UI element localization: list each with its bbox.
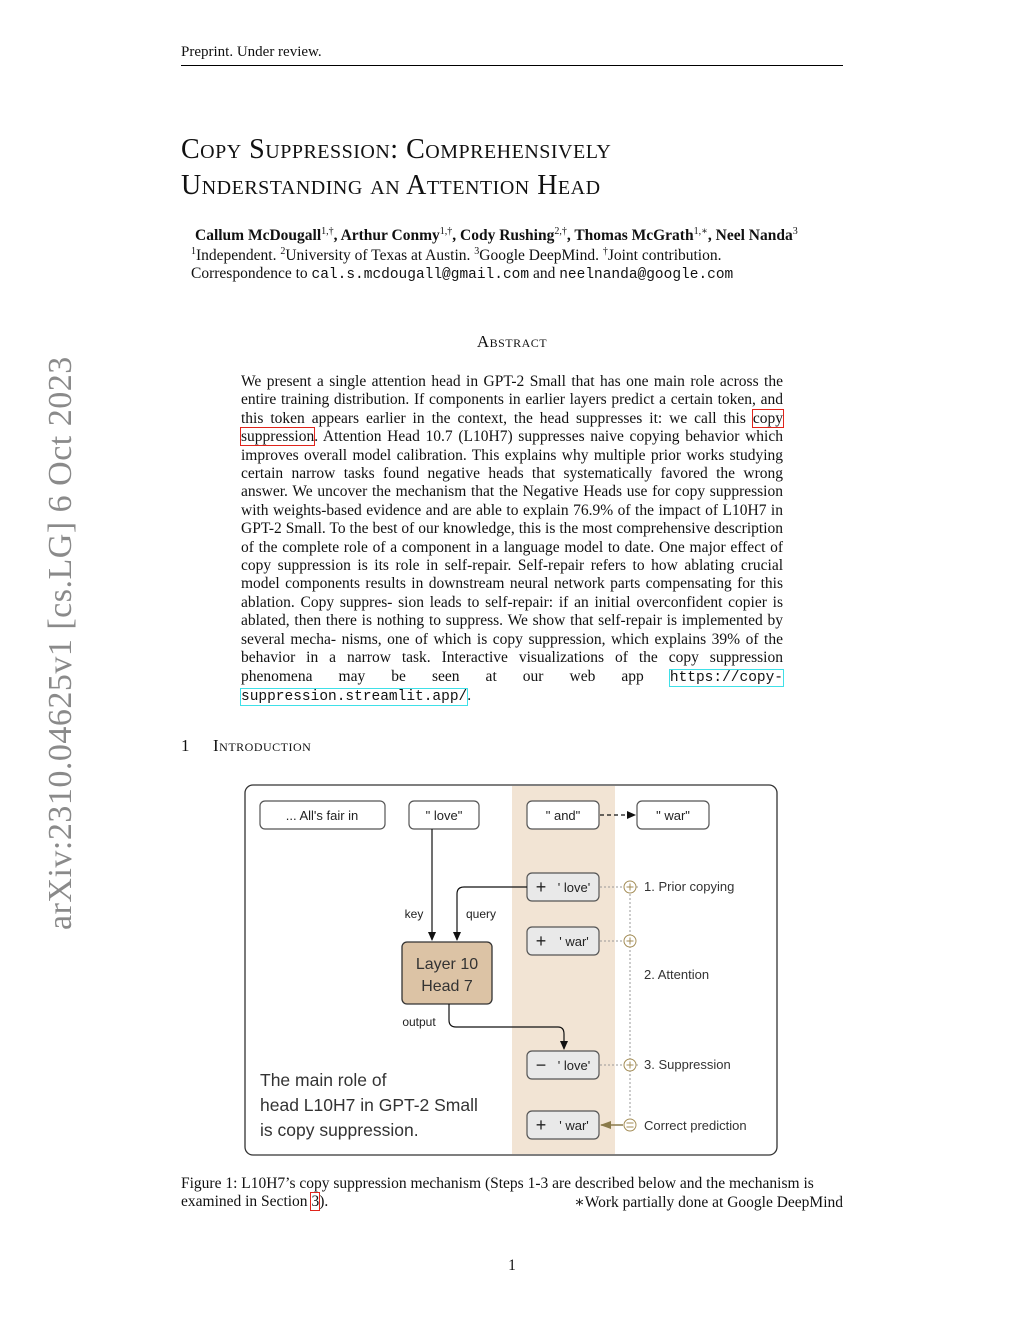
step-marker-plus-1 bbox=[624, 881, 636, 893]
step-marker-equals bbox=[624, 1119, 636, 1131]
token-context-label: ... All's fair in bbox=[285, 808, 359, 823]
token-war bbox=[637, 801, 709, 829]
page-number: 1 bbox=[508, 1257, 516, 1274]
copy-suppression-link[interactable]: copy suppression bbox=[241, 409, 783, 446]
key-label: key bbox=[404, 907, 424, 921]
step-2-label: 2. Attention bbox=[644, 967, 710, 982]
token-love bbox=[409, 801, 479, 829]
abstract-body bbox=[241, 373, 783, 706]
residual-plus-war-final bbox=[527, 1111, 599, 1139]
plus-icon: + bbox=[535, 1115, 547, 1135]
step-marker-plus-3 bbox=[624, 1059, 636, 1071]
correspondence-and: and bbox=[529, 265, 560, 282]
step-marker-plus-2 bbox=[624, 935, 636, 947]
author-affil: 3 bbox=[792, 226, 798, 237]
paper-title bbox=[181, 132, 881, 204]
token-and-label: " and" bbox=[545, 808, 581, 823]
minus-icon: − bbox=[535, 1055, 547, 1075]
affil-3: Google DeepMind. bbox=[479, 247, 603, 265]
plus-icon: + bbox=[535, 931, 547, 951]
author-name: Thomas McGrath bbox=[574, 227, 694, 245]
affil-1: Independent. bbox=[196, 247, 281, 265]
main-role-line-1: The main role of bbox=[260, 1070, 387, 1090]
abstract-text: We present a single attention head in GPT-2 Small that has one main role across the entire training distribution. If components in earlier layers predict a certain token, and this token appears earlier in the context, the head suppresses it: we call this bbox=[241, 373, 783, 427]
running-header: Preprint. Under review. bbox=[181, 44, 843, 66]
section-heading bbox=[181, 736, 311, 756]
affil-2: University of Texas at Austin. bbox=[285, 247, 475, 265]
plus-icon: + bbox=[535, 877, 547, 897]
token-context bbox=[260, 801, 385, 829]
title-line-1: Copy Suppression: Comprehensively bbox=[181, 134, 612, 165]
output-label: output bbox=[402, 1015, 436, 1029]
correspondence bbox=[191, 265, 891, 283]
affiliations bbox=[191, 246, 891, 265]
author-affil: 2,† bbox=[554, 226, 567, 237]
section-title: Introduction bbox=[213, 736, 312, 755]
figure-1-diagram bbox=[244, 784, 778, 1156]
title-line-2: Understanding an Attention Head bbox=[181, 170, 601, 201]
token-war-label: " war" bbox=[656, 808, 690, 823]
section-3-ref-link[interactable]: 3 bbox=[311, 1193, 320, 1211]
author-affil: 1,† bbox=[321, 226, 334, 237]
step-3-label: 3. Suppression bbox=[644, 1057, 731, 1072]
token-love-label: " love" bbox=[425, 808, 463, 823]
token-and bbox=[527, 801, 599, 829]
residual-minus-love bbox=[527, 1051, 599, 1079]
abstract-text: . Attention Head 10.7 (L10H7) suppresses naive copying behavior which improves overall model calibration. This explains why multiple prior works studying certain narrow tasks found negative heads that systematically favored the wrong answer. We uncover the mechanism that the Negative Heads use for copy suppression with weights-based evidence and are able to explain 76.9% of the impact of L10H7 in GPT-2 Small. To the best of our knowledge, this is the most comprehensive description of the complete role of a component in a language model to date. One major effect of copy suppression is its role in self-repair. Self-repair refers to how ablating crucial model components results in downstream neural network parts compensating for this ablation. Copy suppres- sion leads to self-repair: if an initial overconfident copier is ablated, then there is nothing to suppress. We show that self-repair is implemented by several mecha- nisms, one of which is copy suppression, which explains 39% of the behavior in a narrow task. Interactive visualizations of the copy suppression phenomena may be seen at our web app bbox=[241, 428, 783, 685]
affil-sup: 1 bbox=[191, 246, 196, 257]
abstract-heading: Abstract bbox=[476, 332, 548, 351]
author-list: Callum McDougall$^{1,\dagger}$, Arthur Conmy$^{1,\dagger}$, Cody Rushing$^{2,\dagger}$, Thomas McGrath$^{1,∗}$, Neel Nanda$^3$ bbox=[195, 226, 798, 245]
residual-label: ' love' bbox=[557, 880, 591, 895]
web-app-url-link[interactable]: https://copy-suppression.streamlit.app/ bbox=[241, 669, 783, 705]
main-role-line-3: is copy suppression. bbox=[260, 1120, 419, 1140]
residual-label: ' war' bbox=[559, 934, 589, 949]
residual-plus-love bbox=[527, 873, 599, 901]
author-name: Cody Rushing bbox=[460, 227, 555, 245]
footnote: ∗Work partially done at Google DeepMind bbox=[574, 1194, 843, 1211]
author-name: Neel Nanda bbox=[715, 227, 793, 245]
main-role-line-2: head L10H7 in GPT-2 Small bbox=[260, 1095, 478, 1115]
arxiv-stamp[interactable]: arXiv:2310.04625v1 [cs.LG] 6 Oct 2023 bbox=[42, 356, 79, 930]
attention-head-l10h7 bbox=[402, 942, 492, 1004]
residual-plus-war bbox=[527, 927, 599, 955]
abstract-text: . bbox=[467, 686, 472, 704]
author-name: Callum McDougall bbox=[195, 227, 322, 245]
residual-label: ' love' bbox=[557, 1058, 591, 1073]
joint-contribution-note: Joint contribution. bbox=[607, 247, 722, 265]
query-label: query bbox=[465, 907, 497, 921]
caption-text: ). bbox=[319, 1193, 329, 1211]
affil-sup: † bbox=[602, 246, 608, 257]
affil-sup: 3 bbox=[474, 246, 480, 257]
head-label-line-2: Head 7 bbox=[421, 978, 473, 995]
section-number: 1 bbox=[181, 736, 190, 755]
step-1-label: 1. Prior copying bbox=[644, 879, 735, 894]
residual-stream-column bbox=[512, 786, 615, 1154]
head-label-line-1: Layer 10 bbox=[415, 956, 479, 973]
author-affil: 1,† bbox=[439, 226, 453, 237]
affil-sup: 2 bbox=[280, 246, 286, 257]
author-name: Arthur Conmy bbox=[340, 227, 440, 245]
author-affil: 1,∗ bbox=[693, 226, 708, 237]
email-link-1[interactable]: cal.s.mcdougall@gmail.com bbox=[311, 267, 530, 283]
correct-prediction-label: Correct prediction bbox=[644, 1118, 747, 1133]
email-link-2[interactable]: neelnanda@google.com bbox=[559, 267, 734, 283]
caption-text: Figure 1: L10H7’s copy suppression mechanism (Steps 1-3 are described below and the mechanism is examined in Section bbox=[181, 1175, 814, 1211]
residual-label: ' war' bbox=[559, 1118, 589, 1133]
correspondence-prefix: Correspondence to bbox=[191, 265, 312, 282]
